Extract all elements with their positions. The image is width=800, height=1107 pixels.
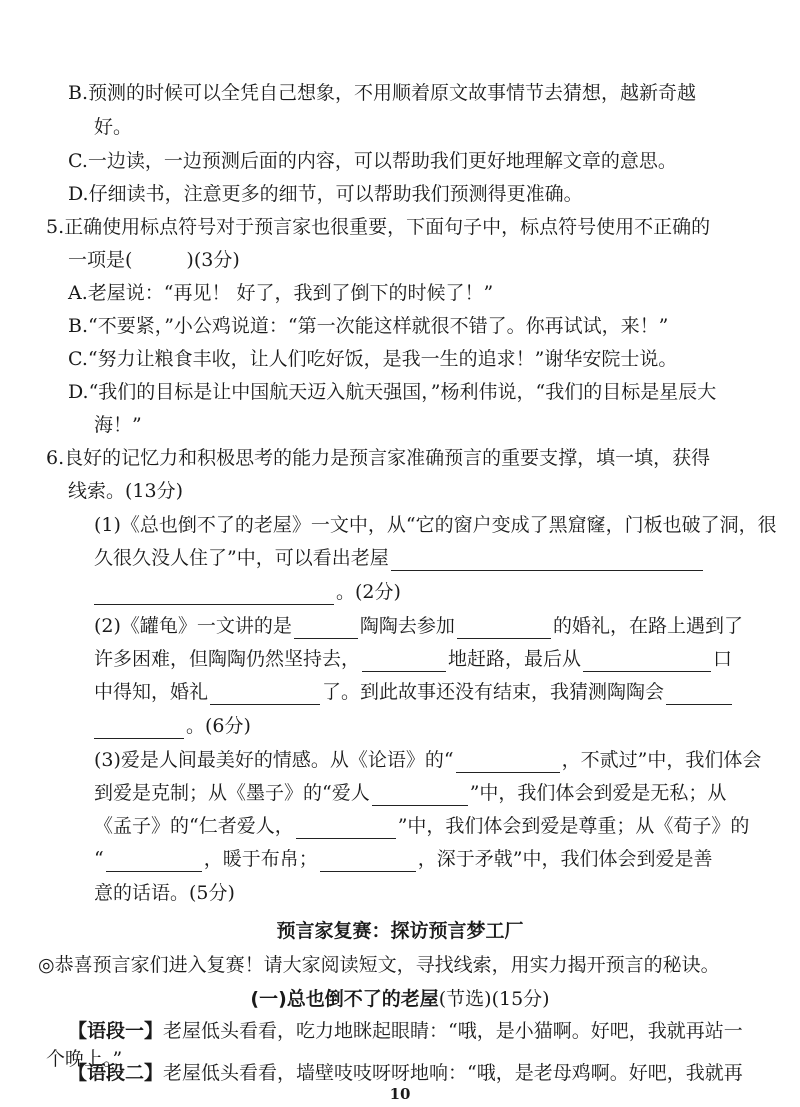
q6-part2-blank-6[interactable] bbox=[666, 684, 732, 705]
paragraph-2-label: 【语段二】 bbox=[68, 1062, 164, 1084]
q6-stem-line2: 线索。(13分) bbox=[68, 480, 184, 502]
q5-stem-prefix: 一项是( bbox=[68, 249, 133, 271]
passage-note: (节选)(15分) bbox=[438, 988, 550, 1010]
q5-option-d-line2: 海！” bbox=[94, 414, 142, 436]
q6-part3-line4 bbox=[94, 846, 712, 872]
paragraph-1-text: 老屋低头看看，吃力地眯起眼睛：“哦，是小猫啊。好吧，我就再站一 bbox=[163, 1020, 743, 1042]
q6-part2-line3 bbox=[94, 679, 734, 705]
q6-part2-blank-1[interactable] bbox=[294, 618, 358, 639]
q6-part2-blank-2[interactable] bbox=[457, 618, 551, 639]
q5-option-c: C.“努力让粮食丰收，让人们吃好饭，是我一生的追求！”谢华安院士说。 bbox=[68, 348, 678, 370]
q6-part3-blank-3[interactable] bbox=[296, 818, 396, 839]
paragraph-1-line1 bbox=[68, 1018, 743, 1044]
q6-part1-blank-b[interactable] bbox=[94, 584, 334, 605]
paragraph-1-label: 【语段一】 bbox=[68, 1020, 164, 1042]
q6-part3-text-a: (3)爱是人间最美好的情感。从《论语》的“ bbox=[94, 749, 454, 771]
q6-part2-text-f: 口 bbox=[713, 648, 733, 670]
q6-part3-text-e: 《孟子》的“仁者爱人， bbox=[94, 815, 294, 837]
q6-part2-text-d: 许多困难，但陶陶仍然坚持去， bbox=[94, 648, 361, 670]
q6-part2-text-h: 了。到此故事还没有结束，我猜测陶陶会 bbox=[322, 681, 665, 703]
q6-part3-line5: 意的话语。(5分) bbox=[94, 882, 235, 904]
q6-part1-text: 久很久没人住了”中，可以看出老屋 bbox=[94, 547, 389, 569]
paragraph-2-text: 老屋低头看看，墙壁吱吱呀呀地响：“哦，是老母鸡啊。好吧，我就再 bbox=[163, 1062, 743, 1084]
q6-part3-blank-5[interactable] bbox=[320, 851, 416, 872]
q6-part1-line2 bbox=[94, 545, 705, 571]
passage-title: (一)总也倒不了的老屋 bbox=[250, 988, 439, 1010]
q6-part2-blank-7[interactable] bbox=[94, 718, 184, 739]
q6-part3-blank-2[interactable] bbox=[372, 785, 468, 806]
q6-part2-blank-3[interactable] bbox=[362, 651, 446, 672]
q6-part2-text-a: (2)《罐龟》一文讲的是 bbox=[94, 615, 292, 637]
paragraph-2-line1 bbox=[68, 1060, 743, 1086]
q6-part1-score: 。(2分) bbox=[336, 581, 401, 603]
q6-part2-text-g: 中得知，婚礼 bbox=[94, 681, 209, 703]
q6-part1-line1: (1)《总也倒不了的老屋》一文中，从“它的窗户变成了黑窟窿，门板也破了洞，很 bbox=[94, 514, 777, 536]
q5-stem-line1: 5.正确使用标点符号对于预言家也很重要，下面句子中，标点符号使用不正确的 bbox=[46, 216, 711, 238]
q6-part3-line2 bbox=[94, 780, 726, 806]
q6-part1-blank-a[interactable] bbox=[391, 550, 703, 571]
q5-option-b: B.“不要紧，”小公鸡说道：“第一次能这样就很不错了。你再试试，来！” bbox=[68, 315, 669, 337]
passage-title-line bbox=[0, 986, 800, 1012]
q6-part2-text-e: 地赶路，最后从 bbox=[448, 648, 582, 670]
section-intro: ◎恭喜预言家们进入复赛！请大家阅读短文，寻找线索，用实力揭开预言的秘诀。 bbox=[38, 954, 720, 976]
q6-part3-blank-1[interactable] bbox=[456, 752, 560, 773]
q6-part3-text-d: ”中，我们体会到爱是无私；从 bbox=[469, 782, 727, 804]
q4-option-d: D.仔细读书，注意更多的细节，可以帮助我们预测得更准确。 bbox=[68, 183, 583, 205]
q6-part2-line1 bbox=[94, 613, 743, 639]
q6-part2-blank-4[interactable] bbox=[583, 651, 711, 672]
q5-stem-suffix: )(3分) bbox=[186, 249, 240, 271]
q6-part3-text-i: ，深于矛戟”中，我们体会到爱是善 bbox=[417, 848, 713, 870]
q6-part3-text-h: ，暖于布帛； bbox=[203, 848, 318, 870]
q6-part3-blank-4[interactable] bbox=[106, 851, 202, 872]
q6-part3-text-b: ，不贰过”中，我们体会 bbox=[561, 749, 762, 771]
q5-stem-line2 bbox=[68, 247, 240, 273]
q6-part3-line3 bbox=[94, 813, 749, 839]
section-title: 预言家复赛：探访预言梦工厂 bbox=[276, 920, 524, 942]
q6-part3-text-f: ”中，我们体会到爱是尊重；从《荀子》的 bbox=[397, 815, 750, 837]
q6-part2-line4 bbox=[94, 713, 251, 739]
q6-part2-text-c: 的婚礼，在路上遇到了 bbox=[552, 615, 743, 637]
q6-part2-line2 bbox=[94, 646, 732, 672]
q4-option-b-line2: 好。 bbox=[94, 116, 133, 138]
q6-part2-blank-5[interactable] bbox=[210, 684, 320, 705]
q6-part3-text-g: “ bbox=[94, 848, 104, 870]
q6-part3-line1 bbox=[94, 747, 761, 773]
q5-option-d-line1: D.“我们的目标是让中国航天迈入航天强国，”杨利伟说，“我们的目标是星辰大 bbox=[68, 381, 717, 403]
q5-option-a: A.老屋说：“再见！ 好了，我到了倒下的时候了！” bbox=[68, 282, 494, 304]
q6-part2-score: 。(6分) bbox=[186, 715, 251, 737]
q4-option-b-line1: B.预测的时候可以全凭自己想象，不用顺着原文故事情节去猜想，越新奇越 bbox=[68, 82, 697, 104]
page-number: 10 bbox=[389, 1085, 411, 1103]
q6-part1-line3 bbox=[94, 579, 401, 605]
q6-part2-text-b: 陶陶去参加 bbox=[359, 615, 455, 637]
q6-stem-line1: 6.良好的记忆力和积极思考的能力是预言家准确预言的重要支撑，填一填，获得 bbox=[46, 447, 711, 469]
paragraph-1-line2: 个晚上。” bbox=[46, 1048, 123, 1070]
q4-option-c: C.一边读，一边预测后面的内容，可以帮助我们更好地理解文章的意思。 bbox=[68, 150, 677, 172]
q6-part3-text-c: 到爱是克制；从《墨子》的“爱人 bbox=[94, 782, 370, 804]
